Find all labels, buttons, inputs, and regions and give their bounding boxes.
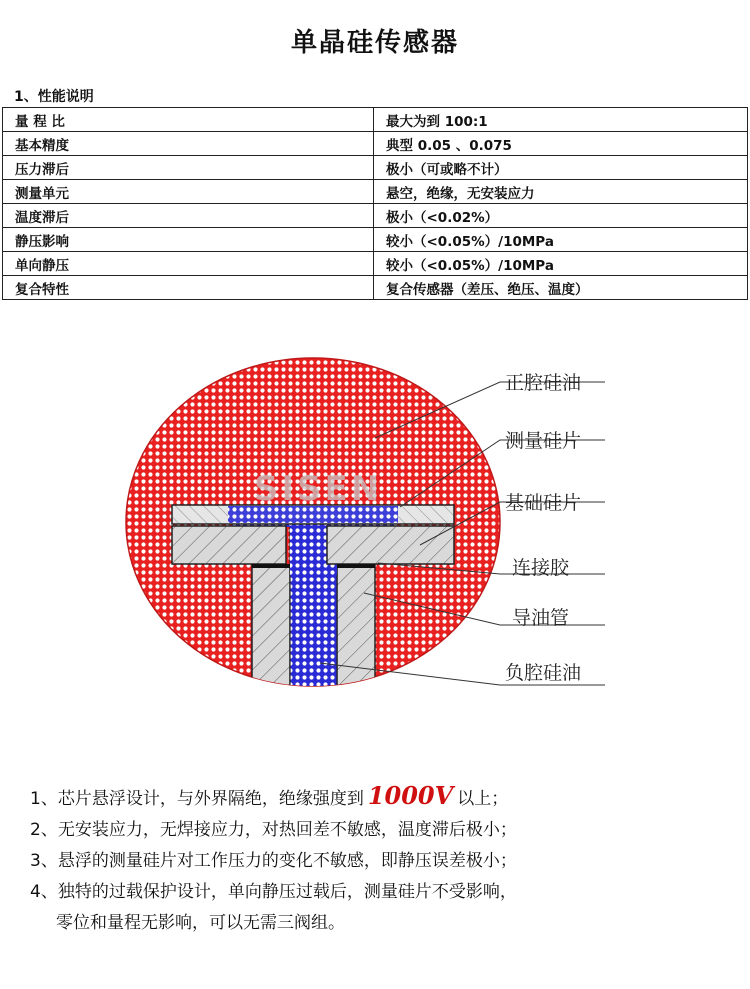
section-title: 1、性能说明 (14, 89, 94, 105)
label-measuring-chip: 测量硅片 (505, 430, 582, 452)
feature-item: 4、独特的过载保护设计，单向静压过载后，测量硅片不受影响， (30, 882, 517, 902)
spec-row (3, 108, 748, 132)
spec-key: 单向静压 (3, 252, 374, 276)
spec-row (3, 276, 748, 300)
page-title: 单晶硅传感器 (290, 28, 459, 58)
feature-list (30, 780, 517, 939)
spec-value: 复合传感器（差压、绝压、温度） (374, 276, 748, 300)
spec-key: 温度滞后 (3, 204, 374, 228)
voltage-highlight: 1000V (367, 781, 454, 810)
feature-item (30, 780, 517, 815)
guide-tube-right (337, 565, 375, 695)
feature-item-continuation: 零位和量程无影响，可以无需三阀组。 (56, 913, 345, 933)
base-chip-left (172, 526, 286, 564)
spec-row (3, 204, 748, 228)
spec-key: 测量单元 (3, 180, 374, 204)
guide-tube-left (252, 565, 290, 695)
feature-item: 3、悬浮的测量硅片对工作压力的变化不敏感，即静压误差极小； (30, 851, 517, 871)
spec-value: 较小（<0.05%）/10MPa (374, 252, 748, 276)
spec-key: 压力滞后 (3, 156, 374, 180)
spec-key: 复合特性 (3, 276, 374, 300)
spec-table (2, 107, 748, 300)
spec-value: 典型 0.05 、0.075 (374, 132, 748, 156)
label-guide-tube: 导油管 (512, 607, 570, 629)
feature-item: 2、无安装应力，无焊接应力，对热回差不敏感，温度滞后极小； (30, 820, 517, 840)
spec-row (3, 156, 748, 180)
spec-value: 极小（可或略不计） (374, 156, 748, 180)
glue-right (337, 564, 375, 568)
spec-value: 悬空，绝缘，无安装应力 (374, 180, 748, 204)
spec-value: 最大为到 100:1 (374, 108, 748, 132)
watermark: SISEN (253, 469, 383, 509)
spec-key: 量 程 比 (3, 108, 374, 132)
spec-row (3, 180, 748, 204)
spec-row (3, 228, 748, 252)
spec-key: 静压影响 (3, 228, 374, 252)
spec-row (3, 132, 748, 156)
spec-value: 极小（<0.02%） (374, 204, 748, 228)
label-base-chip: 基础硅片 (505, 492, 582, 514)
spec-value: 较小（<0.05%）/10MPa (374, 228, 748, 252)
label-positive-oil: 正腔硅油 (505, 372, 582, 394)
sensor-diagram (0, 345, 750, 725)
label-negative-oil: 负腔硅油 (505, 662, 582, 684)
feature-1-suffix: 以上； (457, 789, 509, 809)
glue-left (252, 564, 290, 568)
label-glue: 连接胶 (512, 557, 570, 579)
spec-row (3, 252, 748, 276)
spec-key: 基本精度 (3, 132, 374, 156)
feature-1-text: 1、芯片悬浮设计，与外界隔绝，绝缘强度到 (30, 789, 364, 809)
base-chip-right (327, 526, 454, 564)
